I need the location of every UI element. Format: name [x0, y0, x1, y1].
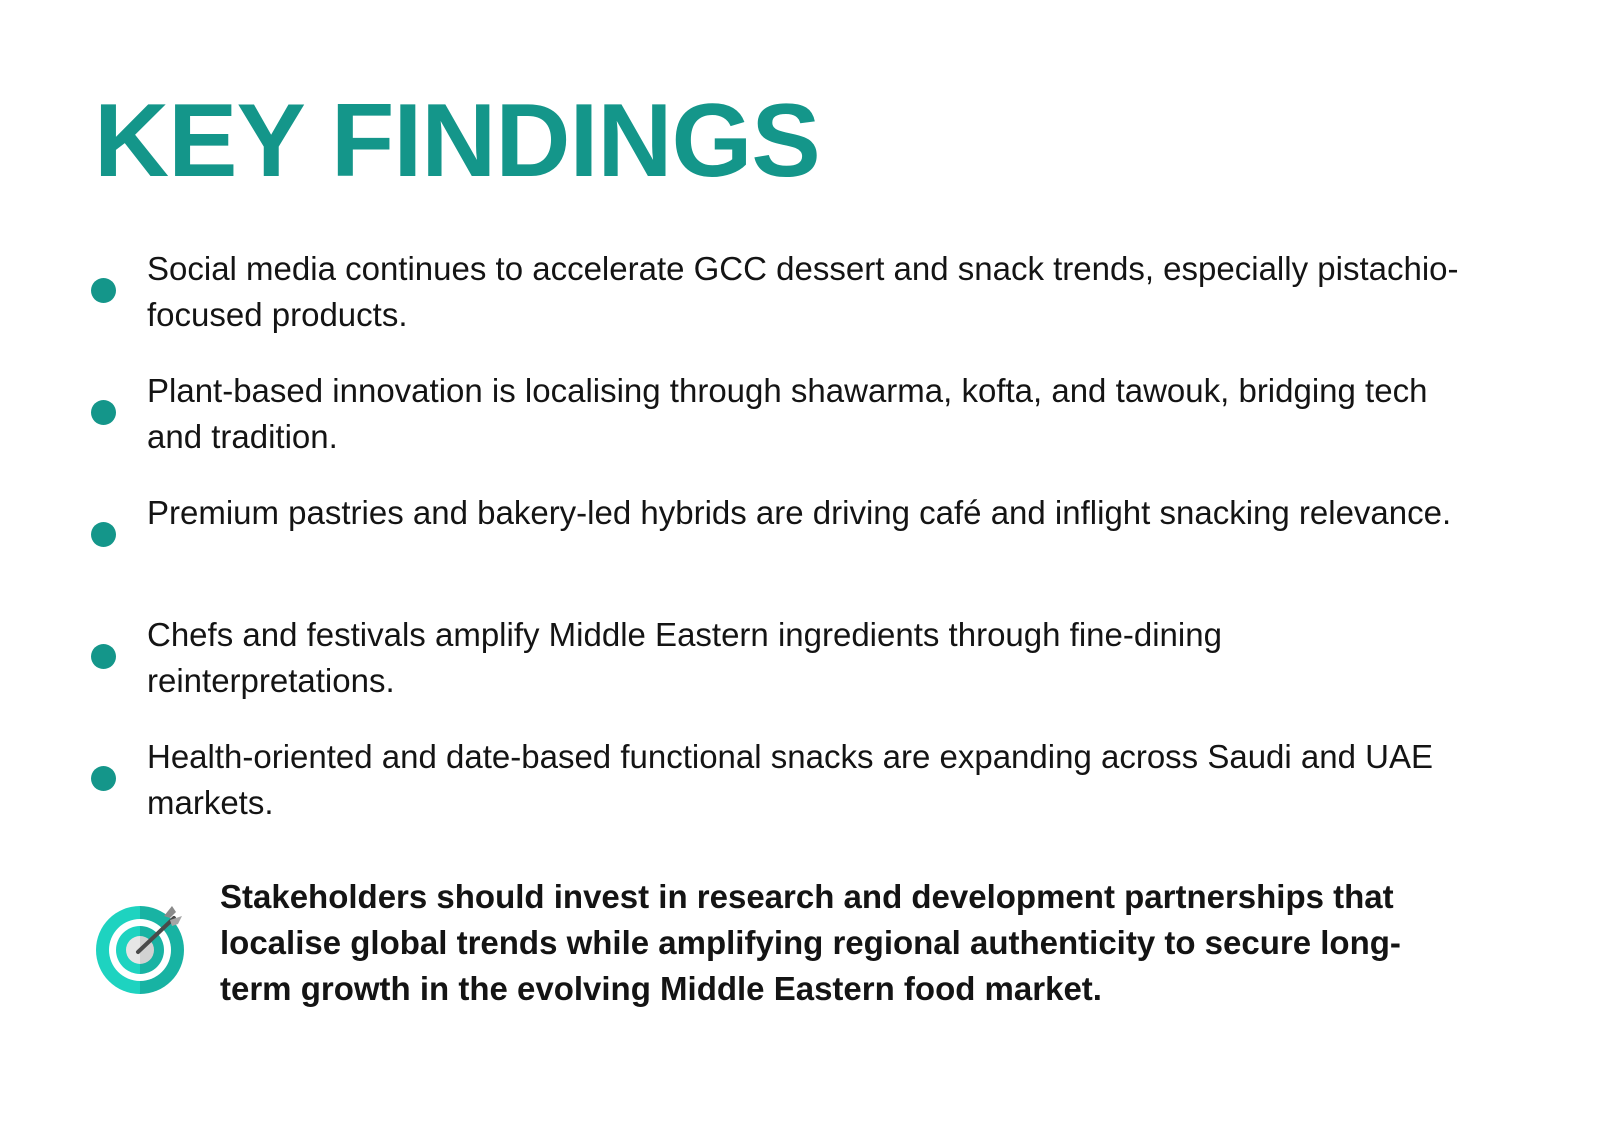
finding-text: Plant-based innovation is localising through shawarma, kofta, and tawouk, bridging tech and tradition. [147, 372, 1428, 455]
findings-list [90, 246, 1530, 856]
finding-item [90, 490, 1530, 612]
page-title: KEY FINDINGS [94, 83, 820, 199]
bullet-icon [91, 522, 116, 547]
finding-item [90, 612, 1530, 734]
finding-text: Chefs and festivals amplify Middle Eastern ingredients through fine-dining reinterpretations. [147, 616, 1222, 699]
finding-text: Social media continues to accelerate GCC dessert and snack trends, especially pistachio-focused products. [147, 250, 1459, 333]
recommendation-block [92, 874, 1532, 1024]
bullet-icon [91, 644, 116, 669]
bullet-icon [91, 400, 116, 425]
recommendation-text: Stakeholders should invest in research and development partnerships that localise global trends while amplifying regional authenticity to secure long-term growth in the evolving Middle Eastern food market. [220, 878, 1401, 1007]
finding-item [90, 246, 1530, 368]
finding-item [90, 734, 1530, 856]
bullet-icon [91, 766, 116, 791]
finding-text: Premium pastries and bakery-led hybrids are driving café and inflight snacking relevance. [147, 494, 1452, 531]
target-icon [94, 904, 186, 996]
finding-item [90, 368, 1530, 490]
finding-text: Health-oriented and date-based functional snacks are expanding across Saudi and UAE markets. [147, 738, 1433, 821]
bullet-icon [91, 278, 116, 303]
